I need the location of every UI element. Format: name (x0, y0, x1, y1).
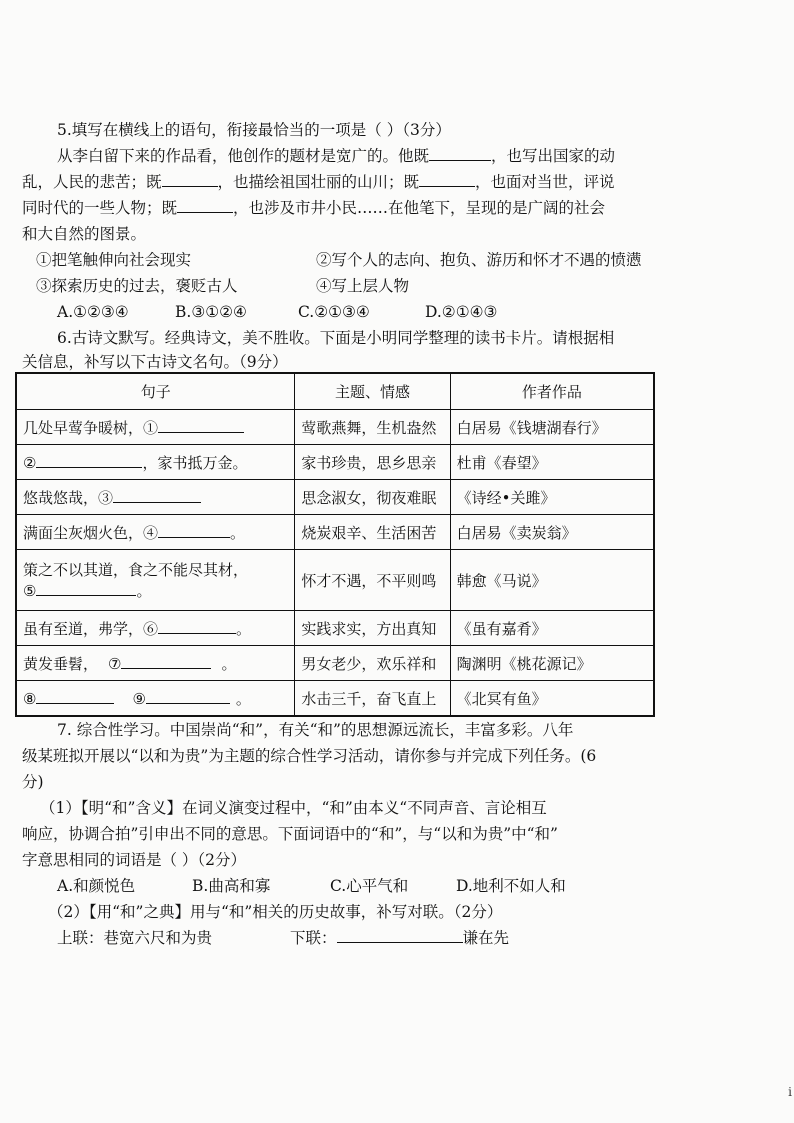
theme-cell: 烧炭艰辛、生活困苦 (295, 515, 450, 550)
q5-passage-line1: 从李白留下来的作品看，他创作的题材是宽广的。他既 ，也写出国家的动 (57, 147, 616, 165)
q7-stem-line3: 分) (22, 773, 44, 791)
q7-sub1-line1: （1）【明“和”含义】在词义演变过程中，“和”由本义“不同声音、言论相互 (40, 799, 547, 817)
header-theme: 主题、情感 (295, 373, 450, 410)
corner-mark: i (788, 1085, 792, 1099)
theme-cell: 家书珍贵，思乡思亲 (295, 445, 450, 480)
table-header-row (16, 373, 654, 410)
answer-blank[interactable] (36, 453, 142, 468)
q7-choice-a[interactable]: A.和颜悦色 (57, 877, 136, 895)
answer-blank[interactable] (36, 581, 136, 596)
q5-choice-b[interactable]: B.③①②④ (175, 303, 247, 321)
q5-choice-c[interactable]: C.②①③④ (298, 303, 370, 321)
q7-sub1-line2: 响应，协调合拍”引申出不同的意思。下面词语中的“和”，与“以和为贵”中“和” (22, 825, 558, 843)
work-cell: 白居易《卖炭翁》 (450, 515, 654, 550)
poetry-table (15, 372, 655, 717)
work-cell: 《北冥有鱼》 (450, 681, 654, 717)
q5-option-2: ②写个人的志向、抱负、游历和怀才不遇的愤懑 (316, 251, 642, 269)
work-cell: 陶渊明《桃花源记》 (450, 646, 654, 681)
sentence-cell: ⑧ ⑨ 。 (16, 681, 295, 717)
table-row (16, 646, 654, 681)
work-cell: 韩愈《马说》 (450, 550, 654, 611)
theme-cell: 怀才不遇，不平则鸣 (295, 550, 450, 611)
q5-option-4: ④写上层人物 (316, 277, 410, 295)
sentence-cell: 几处早莺争暖树，① (16, 410, 295, 445)
answer-blank[interactable] (36, 689, 114, 704)
answer-blank[interactable] (121, 654, 211, 669)
table-row (16, 480, 654, 515)
q6-stem-line1: 6.古诗文默写。经典诗文，美不胜收。下面是小明同学整理的读书卡片。请根据相 (57, 329, 615, 347)
q5-stem: 5.填写在横线上的语句，衔接最恰当的一项是（ ）（3分） (57, 121, 451, 139)
answer-blank[interactable] (419, 172, 475, 187)
table-row (16, 681, 654, 717)
answer-blank[interactable] (177, 198, 233, 213)
answer-blank[interactable] (158, 418, 244, 433)
theme-cell: 水击三千，奋飞直上 (295, 681, 450, 717)
answer-blank[interactable] (146, 689, 230, 704)
header-sentence: 句子 (16, 373, 295, 410)
q7-choice-b[interactable]: B.曲高和寡 (192, 877, 271, 895)
q7-choice-d[interactable]: D.地利不如人和 (456, 877, 566, 895)
sentence-cell: 满面尘灰烟火色，④ 。 (16, 515, 295, 550)
answer-blank[interactable] (158, 523, 230, 538)
q7-stem-line2: 级某班拟开展以“以和为贵”为主题的综合性学习活动，请你参与并完成下列任务。(6 (22, 747, 597, 765)
q5-passage-line2: 乱，人民的悲苦；既 ，也描绘祖国壮丽的山川；既 ，也面对当世，评说 (22, 173, 615, 191)
table-row (16, 611, 654, 646)
theme-cell: 思念淑女，彻夜难眠 (295, 480, 450, 515)
sentence-cell: 黄发垂髫， ⑦ 。 (16, 646, 295, 681)
q6-stem-line2: 关信息，补写以下古诗文名句。（9分） (22, 353, 288, 371)
sentence-cell: 虽有至道，弗学，⑥ 。 (16, 611, 295, 646)
theme-cell: 男女老少，欢乐祥和 (295, 646, 450, 681)
q5-choice-d[interactable]: D.②①④③ (425, 303, 498, 321)
work-cell: 杜甫《春望》 (450, 445, 654, 480)
header-work: 作者作品 (450, 373, 654, 410)
answer-blank[interactable] (113, 488, 201, 503)
table-row (16, 410, 654, 445)
couplet-upper: 上联：巷宽六尺和为贵 (57, 929, 213, 947)
sentence-cell: 策之不以其道，食之不能尽其材， ⑤ 。 (16, 550, 295, 611)
q5-passage-line3: 同时代的一些人物；既 ，也涉及市井小民……在他笔下，呈现的是广阔的社会 (22, 199, 606, 217)
q5-option-1: ①把笔触伸向社会现实 (36, 251, 192, 269)
work-cell: 《诗经•关雎》 (450, 480, 654, 515)
q7-sub2: （2）【用“和”之典】用与“和”相关的历史故事，补写对联。（2分） (48, 903, 503, 921)
table-row (16, 515, 654, 550)
sentence-cell: ② ，家书抵万金。 (16, 445, 295, 480)
work-cell: 《虽有嘉肴》 (450, 611, 654, 646)
sentence-cell: 悠哉悠哉，③ (16, 480, 295, 515)
theme-cell: 实践求实，方出真知 (295, 611, 450, 646)
answer-blank[interactable] (429, 146, 491, 161)
q7-choice-c[interactable]: C.心平气和 (330, 877, 409, 895)
table-row (16, 445, 654, 480)
q7-sub1-line3: 字意思相同的词语是（ ）（2分） (22, 851, 247, 869)
answer-blank[interactable] (337, 928, 463, 943)
q5-choice-a[interactable]: A.①②③④ (57, 303, 129, 321)
table-row (16, 550, 654, 611)
q5-option-3: ③探索历史的过去，褒贬古人 (36, 277, 238, 295)
answer-blank[interactable] (162, 172, 218, 187)
theme-cell: 莺歌燕舞，生机盎然 (295, 410, 450, 445)
work-cell: 白居易《钱塘湖春行》 (450, 410, 654, 445)
answer-blank[interactable] (158, 619, 236, 634)
couplet-lower: 下联： 谦在先 (290, 929, 510, 947)
q5-passage-line4: 和大自然的图景。 (22, 225, 147, 243)
q7-stem-line1: 7. 综合性学习。中国崇尚“和”，有关“和”的思想源远流长，丰富多彩。八年 (57, 721, 574, 739)
